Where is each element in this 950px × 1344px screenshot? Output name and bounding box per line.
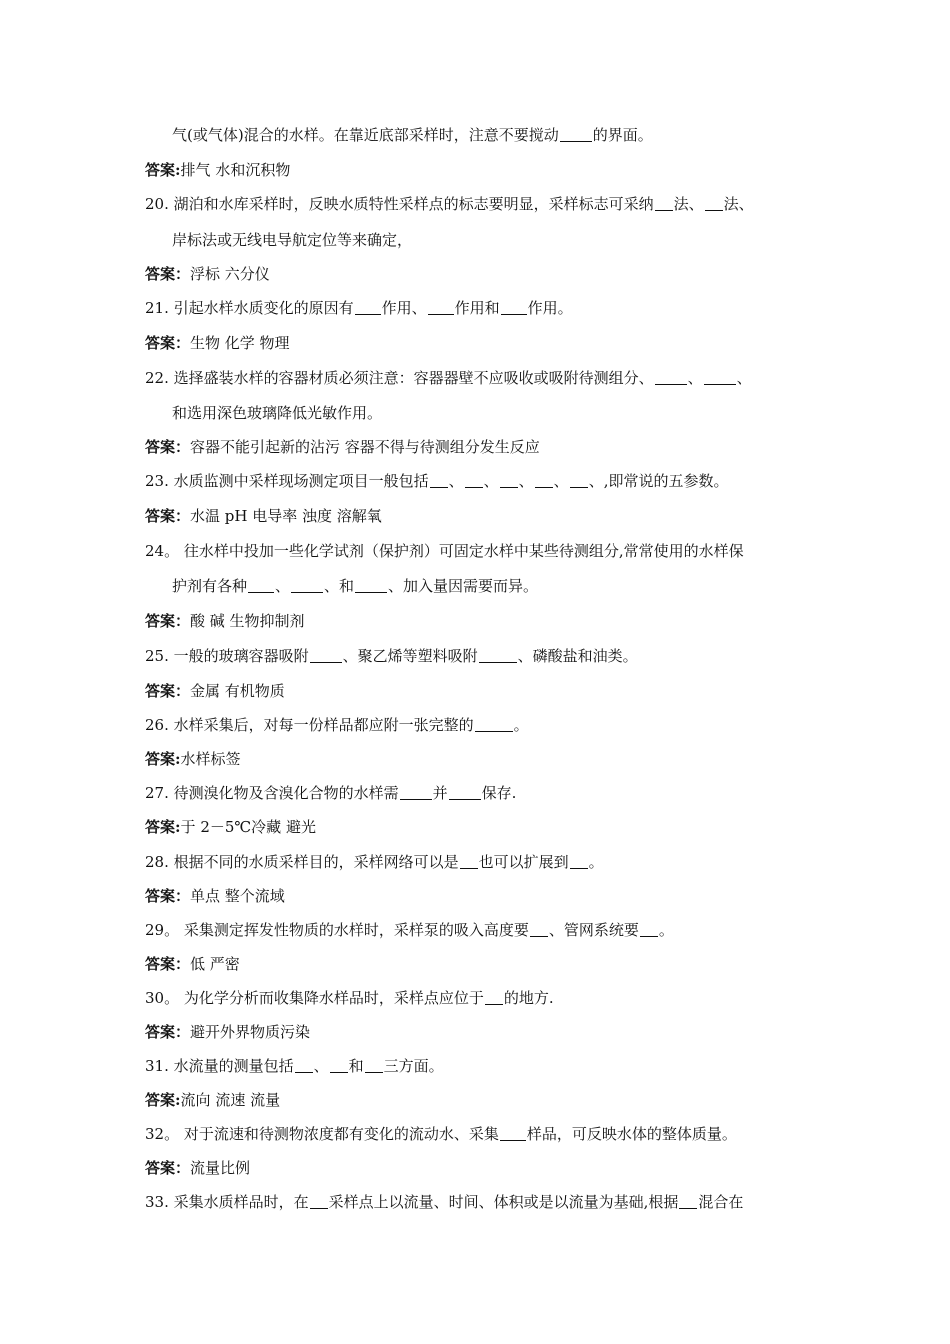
answer-text: 浮标 六分仪 xyxy=(190,265,270,283)
question-text: 、 xyxy=(687,369,703,387)
question-text: 28. 根据不同的水质采样目的，采样网络可以是 xyxy=(145,853,459,871)
question-22 xyxy=(145,368,825,388)
question-text: 作用、 xyxy=(381,299,427,317)
question-text: 、聚乙烯等塑料吸附 xyxy=(342,647,478,665)
answer-blank xyxy=(428,300,454,315)
answer-label: 答案： xyxy=(145,334,191,352)
answer-blank xyxy=(535,473,553,488)
answer-text: 单点 整个流域 xyxy=(190,887,285,905)
question-23 xyxy=(145,471,825,491)
answer-text: 容器不能引起新的沾污 容器不得与待测组分发生反应 xyxy=(190,438,540,456)
question-32 xyxy=(145,1124,825,1144)
question-26 xyxy=(145,715,825,735)
question-text: 、磷酸盐和油类。 xyxy=(517,647,638,665)
answer-text: 酸 碱 生物抑制剂 xyxy=(190,612,305,630)
question-text: 33. 采集水质样品时，在 xyxy=(145,1193,309,1211)
question-text: 三方面。 xyxy=(383,1057,444,1075)
answer-label: 答案: xyxy=(145,818,181,836)
question-19-continuation xyxy=(172,125,852,145)
answer-label: 答案： xyxy=(145,955,191,973)
answer-text: 流向 流速 流量 xyxy=(180,1091,281,1109)
question-21 xyxy=(145,298,825,318)
question-24 xyxy=(145,541,825,561)
question-text: 的界面。 xyxy=(592,126,653,144)
question-text: 混合在 xyxy=(698,1193,744,1211)
answer-label: 答案： xyxy=(145,438,191,456)
answer-blank xyxy=(655,370,687,385)
answer-blank xyxy=(460,854,478,869)
question-text: 31. 水流量的测量包括 xyxy=(145,1057,294,1075)
question-text: 、 xyxy=(448,472,464,490)
answer-24 xyxy=(145,611,825,631)
question-20-continuation xyxy=(172,230,852,250)
question-text: 作用。 xyxy=(527,299,573,317)
question-text: 并 xyxy=(432,784,448,802)
answer-20 xyxy=(145,264,825,284)
question-text: 作用和 xyxy=(454,299,500,317)
question-text: 的地方. xyxy=(503,989,554,1007)
answer-blank xyxy=(310,1194,328,1209)
question-text: 。 xyxy=(513,716,529,734)
answer-22 xyxy=(145,437,825,457)
answer-blank xyxy=(655,196,673,211)
question-text: 、 xyxy=(275,577,291,595)
answer-label: 答案： xyxy=(145,612,191,630)
answer-21 xyxy=(145,333,825,353)
question-text: 32。 对于流速和待测物浓度都有变化的流动水、采集 xyxy=(145,1125,499,1143)
question-text: 、 xyxy=(553,472,569,490)
question-text: 法、 xyxy=(723,195,754,213)
answer-label: 答案： xyxy=(145,1159,191,1177)
question-text: 24。 往水样中投加一些化学试剂（保护剂）可固定水样中某些待测组分,常常使用的水样保 xyxy=(145,542,744,560)
answer-28 xyxy=(145,886,825,906)
answer-blank xyxy=(310,648,342,663)
question-text: 、 xyxy=(483,472,499,490)
answer-blank xyxy=(295,1058,313,1073)
question-30 xyxy=(145,988,825,1008)
answer-26 xyxy=(145,749,825,769)
question-text: 护剂有各种 xyxy=(172,577,248,595)
question-text: 岸标法或无线电导航定位等来确定， xyxy=(172,231,413,249)
answer-label: 答案： xyxy=(145,682,191,700)
answer-blank xyxy=(640,922,658,937)
answer-blank xyxy=(560,127,592,142)
question-text: 。 xyxy=(658,921,674,939)
answer-text: 低 严密 xyxy=(190,955,240,973)
question-text: 。 xyxy=(588,853,604,871)
question-text: 21. 引起水样水质变化的原因有 xyxy=(145,299,354,317)
question-text: 29。 采集测定挥发性物质的水样时，采样泵的吸入高度要 xyxy=(145,921,529,939)
answer-29 xyxy=(145,954,825,974)
answer-blank xyxy=(570,473,588,488)
question-31 xyxy=(145,1056,825,1076)
question-text: 也可以扩展到 xyxy=(478,853,569,871)
answer-text: 流量比例 xyxy=(190,1159,251,1177)
question-27 xyxy=(145,783,825,803)
answer-label: 答案: xyxy=(145,161,181,179)
answer-blank xyxy=(705,196,723,211)
answer-text: 排气 水和沉积物 xyxy=(180,161,291,179)
question-text: 22. 选择盛装水样的容器材质必须注意：容器器壁不应吸收或吸附待测组分、 xyxy=(145,369,654,387)
answer-blank xyxy=(248,578,274,593)
answer-text: 金属 有机物质 xyxy=(190,682,285,700)
answer-blank xyxy=(291,578,323,593)
question-text: 、 xyxy=(736,369,752,387)
answer-blank xyxy=(355,578,387,593)
question-text: 26. 水样采集后，对每一份样品都应附一张完整的 xyxy=(145,716,474,734)
answer-27 xyxy=(145,817,825,837)
question-text: 和选用深色玻璃降低光敏作用。 xyxy=(172,404,383,422)
question-text: 27. 待测溴化物及含溴化合物的水样需 xyxy=(145,784,399,802)
question-text: 、 xyxy=(518,472,534,490)
question-25 xyxy=(145,646,825,666)
answer-text: 水温 pH 电导率 浊度 溶解氧 xyxy=(190,507,382,525)
answer-label: 答案: xyxy=(145,1091,181,1109)
answer-25 xyxy=(145,681,825,701)
answer-23 xyxy=(145,506,825,526)
answer-blank xyxy=(704,370,736,385)
answer-text: 于 2－5℃冷藏 避光 xyxy=(180,818,316,836)
answer-label: 答案： xyxy=(145,265,191,283)
answer-blank xyxy=(479,648,517,663)
answer-text: 生物 化学 物理 xyxy=(190,334,290,352)
answer-19 xyxy=(145,160,825,180)
question-24-continuation xyxy=(172,576,852,596)
question-text: 、管网系统要 xyxy=(548,921,639,939)
answer-blank xyxy=(400,785,432,800)
answer-blank xyxy=(500,1126,526,1141)
answer-label: 答案： xyxy=(145,507,191,525)
answer-blank xyxy=(500,473,518,488)
answer-blank xyxy=(679,1194,697,1209)
question-text: 、和 xyxy=(324,577,355,595)
answer-label: 答案： xyxy=(145,1023,191,1041)
question-text: 30。 为化学分析而收集降水样品时，采样点应位于 xyxy=(145,989,484,1007)
answer-text: 避开外界物质污染 xyxy=(190,1023,311,1041)
answer-blank xyxy=(501,300,527,315)
answer-31 xyxy=(145,1090,825,1110)
answer-blank xyxy=(430,473,448,488)
question-text: 25. 一般的玻璃容器吸附 xyxy=(145,647,309,665)
answer-blank xyxy=(355,300,381,315)
question-text: 样品，可反映水体的整体质量。 xyxy=(526,1125,737,1143)
answer-blank xyxy=(449,785,481,800)
question-33 xyxy=(145,1192,825,1212)
question-text: 、加入量因需要而异。 xyxy=(388,577,539,595)
question-text: 保存. xyxy=(481,784,517,802)
question-text: 20. 湖泊和水库采样时，反映水质特性采样点的标志要明显，采样标志可采纳 xyxy=(145,195,654,213)
answer-blank xyxy=(330,1058,348,1073)
question-text: 、,即常说的五参数。 xyxy=(588,472,729,490)
answer-blank xyxy=(570,854,588,869)
answer-blank xyxy=(530,922,548,937)
question-text: 23. 水质监测中采样现场测定项目一般包括 xyxy=(145,472,429,490)
answer-30 xyxy=(145,1022,825,1042)
answer-label: 答案: xyxy=(145,750,181,768)
question-28 xyxy=(145,852,825,872)
question-22-continuation xyxy=(172,403,852,423)
answer-blank xyxy=(485,990,503,1005)
question-text: 气(或气体)混合的水样。在靠近底部采样时，注意不要搅动 xyxy=(172,126,559,144)
answer-blank xyxy=(475,717,513,732)
answer-label: 答案： xyxy=(145,887,191,905)
answer-32 xyxy=(145,1158,825,1178)
question-text: 和 xyxy=(348,1057,364,1075)
answer-text: 水样标签 xyxy=(180,750,241,768)
question-29 xyxy=(145,920,825,940)
question-text: 采样点上以流量、时间、体积或是以流量为基础,根据 xyxy=(328,1193,679,1211)
question-text: 、 xyxy=(313,1057,329,1075)
answer-blank xyxy=(365,1058,383,1073)
question-text: 法、 xyxy=(673,195,704,213)
question-20 xyxy=(145,194,825,214)
answer-blank xyxy=(465,473,483,488)
